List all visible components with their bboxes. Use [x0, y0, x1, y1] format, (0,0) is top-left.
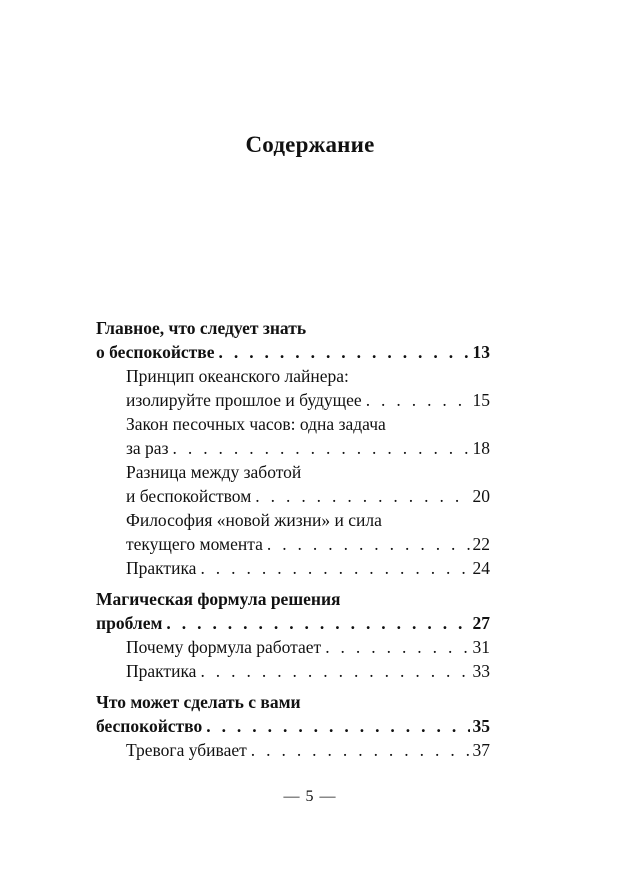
toc-subentry-line: Разница между заботой — [126, 462, 302, 482]
toc-page-number: 15 — [472, 390, 490, 410]
dot-leader — [255, 484, 469, 508]
dot-leader — [173, 436, 470, 460]
toc-chapter-title-line: о беспокойстве — [96, 342, 215, 362]
toc-subentry[interactable] — [96, 635, 490, 659]
toc-subentry[interactable] — [96, 364, 490, 412]
dot-leader — [267, 532, 470, 556]
toc-subentry[interactable] — [96, 508, 490, 556]
toc-chapter-title-line: Главное, что следует знать — [96, 318, 307, 338]
dot-leader — [206, 714, 469, 738]
toc-page-number: 22 — [472, 534, 490, 554]
toc-chapter-title-line: Что может сделать с вами — [96, 692, 301, 712]
dot-leader — [251, 738, 470, 762]
toc-subentry-line: Практика — [126, 661, 197, 681]
page-number-footer: — 5 — — [283, 788, 337, 805]
toc-page-number: 35 — [472, 716, 490, 736]
toc-subentry-line: Философия «новой жизни» и сила — [126, 510, 382, 530]
toc-subentry-line: Почему формула работает — [126, 637, 322, 657]
toc-subentry[interactable] — [96, 460, 490, 508]
toc-subentry-line: Принцип океанского лайнера: — [126, 366, 349, 386]
dot-leader — [325, 635, 469, 659]
dot-leader — [200, 556, 469, 580]
page-title: Содержание — [245, 132, 375, 157]
toc-subentry[interactable] — [96, 412, 490, 460]
toc-page-number: 31 — [472, 637, 490, 657]
toc-chapter-title-line: проблем — [96, 613, 163, 633]
toc-page-number: 18 — [472, 438, 490, 458]
toc-chapter-title-line: Магическая формула решения — [96, 589, 341, 609]
toc-page-number: 20 — [472, 486, 490, 506]
toc-chapter[interactable] — [96, 587, 490, 635]
dot-leader — [219, 340, 470, 364]
toc-subentry-line: Практика — [126, 558, 197, 578]
toc-subentry-line: и беспокойством — [126, 486, 252, 506]
table-of-contents — [96, 316, 490, 762]
toc-page-number: 37 — [472, 740, 490, 760]
toc-chapter[interactable] — [96, 690, 490, 738]
toc-chapter-title-line: беспокойство — [96, 716, 203, 736]
toc-page-number: 27 — [472, 613, 490, 633]
toc-subentry-line: Закон песочных часов: одна задача — [126, 414, 386, 434]
dot-leader — [366, 388, 470, 412]
toc-page-number: 33 — [472, 661, 490, 681]
toc-subentry-line: Тревога убивает — [126, 740, 247, 760]
toc-subentry-line: изолируйте прошлое и будущее — [126, 390, 362, 410]
toc-chapter[interactable] — [96, 316, 490, 364]
toc-subentry[interactable] — [96, 659, 490, 683]
dot-leader — [166, 611, 469, 635]
toc-subentry-line: текущего момента — [126, 534, 263, 554]
toc-page-number: 13 — [472, 342, 490, 362]
toc-subentry[interactable] — [96, 556, 490, 580]
toc-subentry-line: за раз — [126, 438, 169, 458]
dot-leader — [200, 659, 469, 683]
toc-subentry[interactable] — [96, 738, 490, 762]
toc-page-number: 24 — [472, 558, 490, 578]
